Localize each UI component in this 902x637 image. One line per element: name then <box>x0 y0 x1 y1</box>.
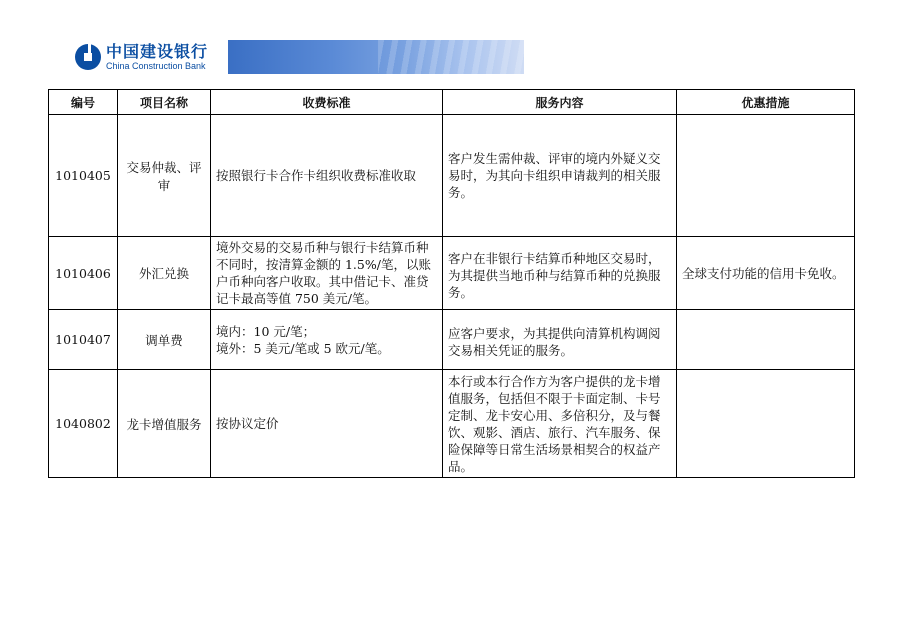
item-name: 交易仲裁、评审 <box>118 115 211 237</box>
table-row <box>49 310 855 370</box>
logo-chinese-name: 中国建设银行 <box>106 41 209 61</box>
table-row <box>49 115 855 237</box>
discount <box>677 115 855 237</box>
header-discount: 优惠措施 <box>677 90 855 115</box>
ccb-logo-icon <box>74 43 102 71</box>
fee-table <box>48 89 855 478</box>
discount <box>677 310 855 370</box>
service-text: 客户在非银行卡结算币种地区交易时，为其提供当地币种与结算币种的兑换服务。 <box>448 250 661 300</box>
service-content <box>443 310 677 370</box>
fee-standard: 境外交易的交易币种与银行卡结算币种不同时，按清算金额的 1.5%/笔，以账户币种向客户收取。其中借记卡、准贷记卡最高等值 750 美元/笔。 <box>211 237 443 310</box>
logo-english-name: China Construction Bank <box>106 60 206 71</box>
header-fee-standard: 收费标准 <box>211 90 443 115</box>
item-name: 外汇兑换 <box>118 237 211 310</box>
logo-building-banner <box>228 40 524 74</box>
table-header-row <box>49 90 855 115</box>
fee-line-overseas: 境外：5 美元/笔或 5 欧元/笔。 <box>216 340 390 356</box>
service-content <box>443 237 677 310</box>
fee-standard <box>211 310 443 370</box>
table-row <box>49 237 855 310</box>
header-service-content: 服务内容 <box>443 90 677 115</box>
fee-line-domestic: 境内：10 元/笔； <box>216 323 316 339</box>
service-content <box>443 115 677 237</box>
service-text: 客户发生需仲裁、评审的境内外疑义交易时，为其向卡组织申请裁判的相关服务。 <box>448 151 661 200</box>
item-name: 龙卡增值服务 <box>118 370 211 478</box>
header-code: 编号 <box>49 90 118 115</box>
discount <box>677 370 855 478</box>
item-code: 1010405 <box>49 115 118 237</box>
header-item-name: 项目名称 <box>118 90 211 115</box>
item-code: 1040802 <box>49 370 118 478</box>
service-text: 应客户要求，为其提供向清算机构调阅交易相关凭证的服务。 <box>448 325 661 358</box>
table-row <box>49 370 855 478</box>
item-name: 调单费 <box>118 310 211 370</box>
fee-standard: 按协议定价 <box>211 370 443 478</box>
logo-block <box>70 40 228 74</box>
service-content <box>443 370 677 478</box>
fee-standard: 按照银行卡合作卡组织收费标准收取 <box>211 115 443 237</box>
service-text: 本行或本行合作方为客户提供的龙卡增值服务，包括但不限于卡面定制、卡号定制、龙卡安心用、多倍积分，及与餐饮、观影、酒店、旅行、汽车服务、保险保障等日常生活场景相契合的权益产品。 <box>448 373 661 474</box>
item-code: 1010407 <box>49 310 118 370</box>
bank-logo-banner <box>70 40 524 74</box>
discount: 全球支付功能的信用卡免收。 <box>677 237 855 310</box>
item-code: 1010406 <box>49 237 118 310</box>
